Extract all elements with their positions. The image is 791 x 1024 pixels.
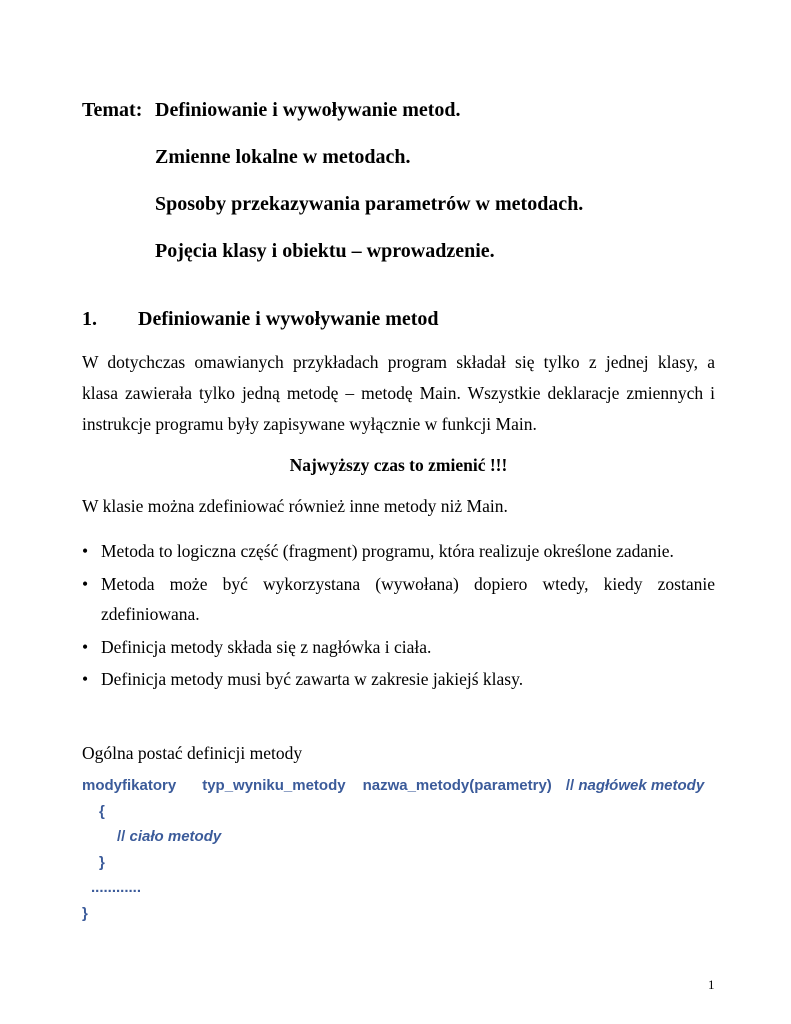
code-open-brace: { bbox=[99, 803, 105, 820]
bullet-list bbox=[82, 536, 715, 697]
lead-text: W klasie można zdefiniować również inne metody niż Main. bbox=[82, 496, 508, 516]
topic-label: Temat: bbox=[82, 99, 143, 121]
page-number: 1 bbox=[708, 977, 715, 992]
code-header-comment: nagłówek metody bbox=[578, 777, 705, 794]
bullet-text: Definicja metody składa się z nagłówka i ciała. bbox=[101, 636, 432, 657]
bullet-text: Definicja metody musi być zawarta w zakresie jakiejś klasy. bbox=[101, 669, 524, 689]
code-body-slashes: // bbox=[117, 828, 126, 845]
topic-line-2: Zmienne lokalne w metodach. bbox=[155, 146, 411, 168]
list-item bbox=[82, 632, 715, 663]
list-item bbox=[82, 664, 715, 695]
code-dots: ............ bbox=[91, 879, 142, 896]
code-comment-slashes: // bbox=[565, 777, 575, 794]
bullet-text: Metoda może być wykorzystana (wywołana) dopiero wtedy, kiedy zostanie zdefiniowana. bbox=[101, 573, 715, 624]
section-title: Definiowanie i wywoływanie metod bbox=[138, 308, 439, 330]
code-name-params: nazwa_metody(parametry) bbox=[362, 777, 552, 794]
bullet-icon: • bbox=[82, 541, 89, 561]
emphasis-text: Najwyższy czas to zmienić !!! bbox=[289, 455, 508, 475]
topic-line-1: Definiowanie i wywoływanie metod. bbox=[155, 99, 461, 121]
intro-line-1: W dotychczas omawianych przykładach program składał się tylko z jednej klasy, a bbox=[82, 352, 715, 372]
list-item bbox=[82, 536, 715, 567]
code-signature-line bbox=[82, 777, 704, 794]
topic-line-4: Pojęcia klasy i obiektu – wprowadzenie. bbox=[155, 240, 495, 262]
code-close-brace: } bbox=[99, 854, 105, 871]
list-item bbox=[82, 569, 715, 630]
bullet-text: Metoda to logiczna część (fragment) programu, która realizuje określone zadanie. bbox=[101, 541, 674, 561]
code-body-comment: ciało metody bbox=[129, 828, 222, 845]
intro-line-2: klasa zawierała tylko jedną metodę – metodę Main. Wszystkie deklaracje zmiennych i bbox=[82, 383, 715, 403]
code-outer-close-brace: } bbox=[82, 905, 88, 922]
section-number: 1. bbox=[82, 308, 97, 330]
code-modifiers: modyfikatory bbox=[82, 777, 177, 794]
bullet-icon: • bbox=[82, 636, 89, 657]
intro-line-3: instrukcje programu były zapisywane wyłącznie w funkcji Main. bbox=[82, 414, 537, 434]
bullet-icon: • bbox=[82, 573, 89, 594]
code-body-comment-line bbox=[117, 828, 221, 845]
general-form-label: Ogólna postać definicji metody bbox=[82, 743, 303, 763]
code-return-type: typ_wyniku_metody bbox=[202, 777, 346, 794]
topic-line-3: Sposoby przekazywania parametrów w metodach. bbox=[155, 193, 584, 215]
bullet-icon: • bbox=[82, 669, 89, 689]
